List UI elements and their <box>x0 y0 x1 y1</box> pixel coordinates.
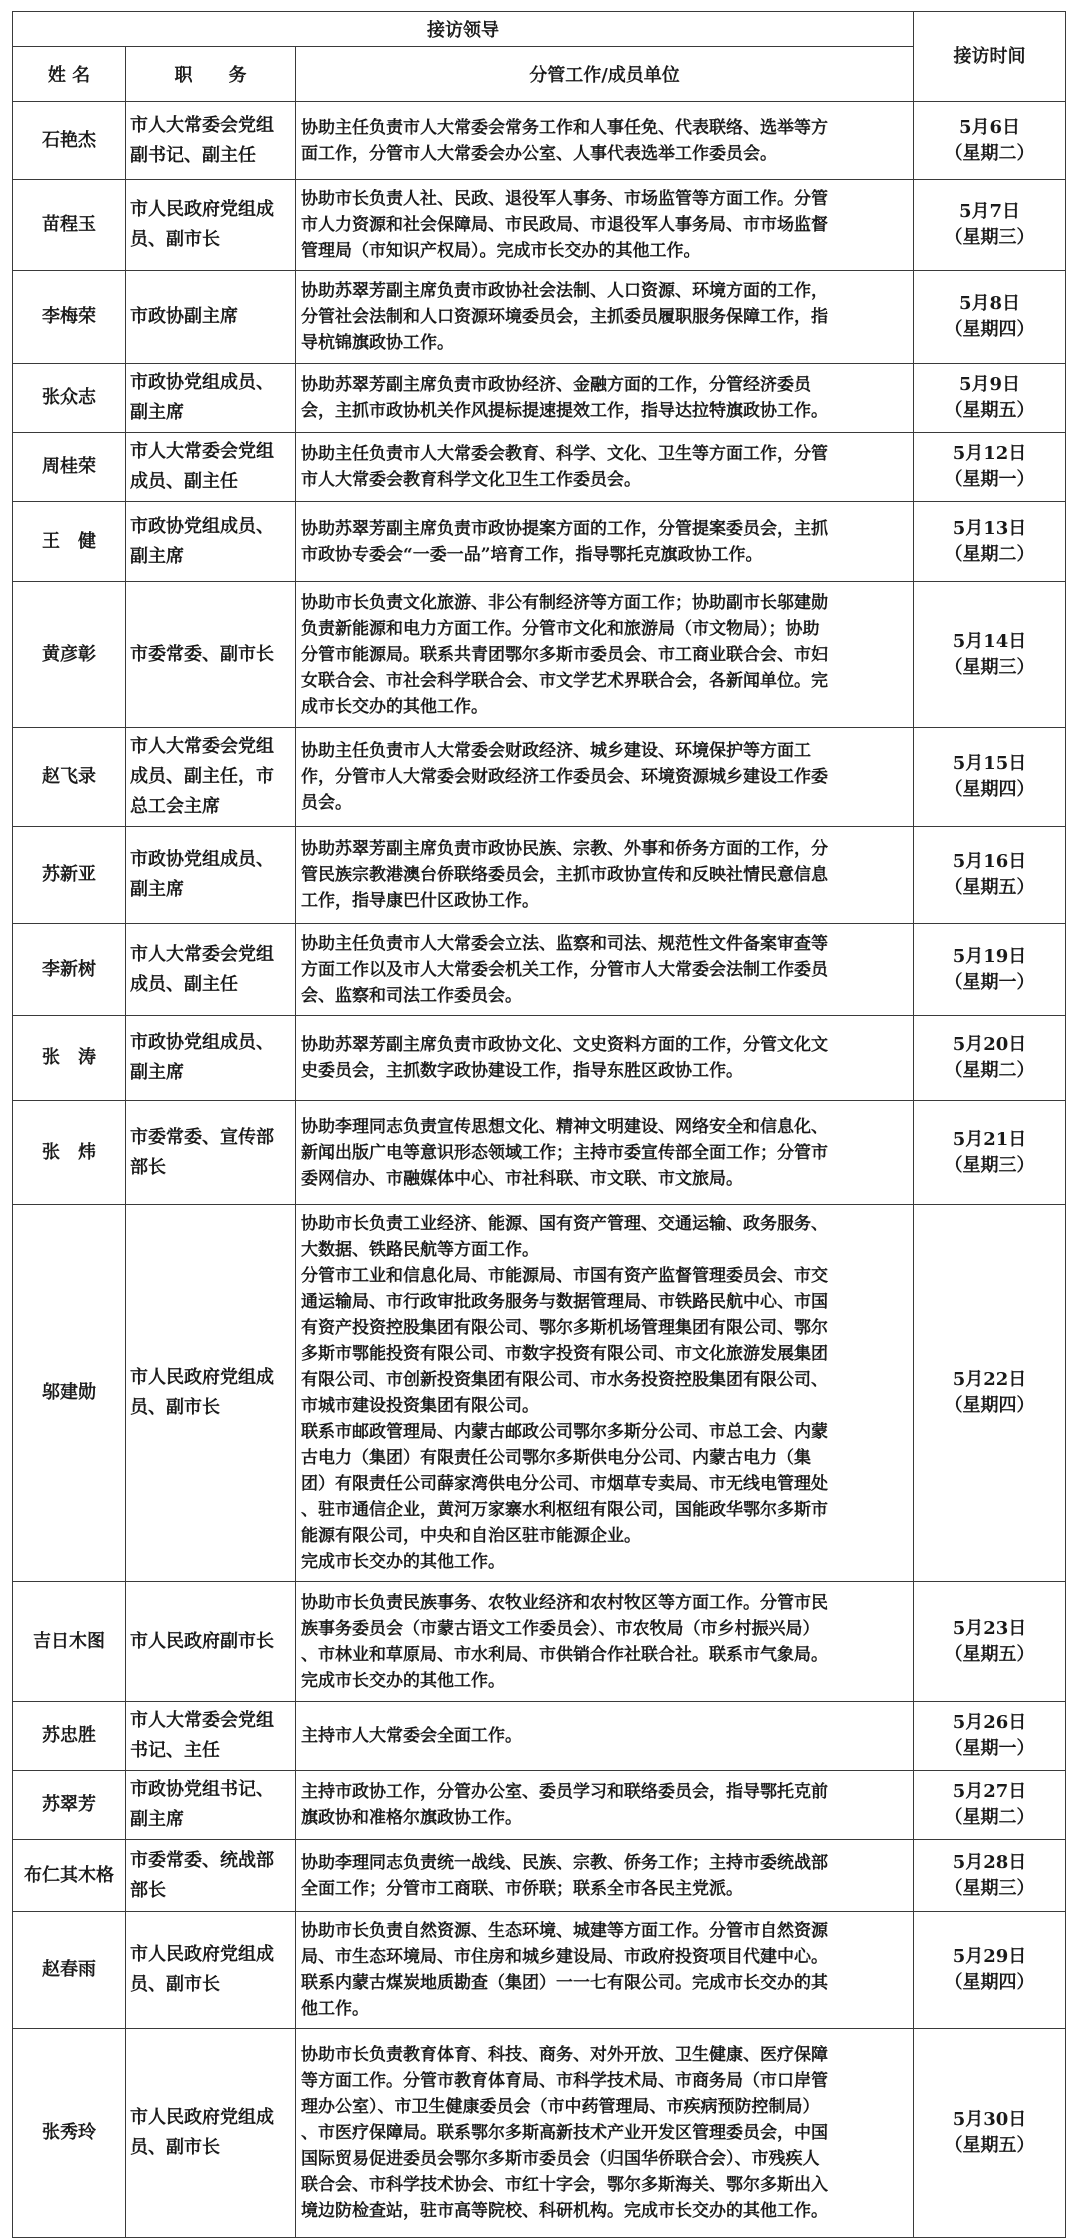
header-name <box>13 47 126 102</box>
responsibilities <box>296 364 914 433</box>
responsibility-line: 多斯市鄂能投资有限公司、市数字投资有限公司、市文化旅游发展集团 <box>301 1344 828 1364</box>
leader-name: 石艳杰 <box>13 102 126 180</box>
responsibility-line: 有资产投资控股集团有限公司、鄂尔多斯机场管理集团有限公司、鄂尔 <box>301 1318 828 1338</box>
responsibilities <box>296 728 914 827</box>
role-line: 市人大常委会党组 <box>130 114 274 136</box>
responsibility-line: 主持市人大常委会全面工作。 <box>301 1726 522 1746</box>
table-row <box>13 433 1066 502</box>
date-label: 5月19日 <box>952 945 1027 967</box>
role-line: 成员、副主任 <box>130 973 238 995</box>
responsibility-line: 工作，指导康巴什区政协工作。 <box>301 891 539 911</box>
date-label: 5月7日 <box>959 201 1021 222</box>
role-line: 员、副市长 <box>130 2137 220 2158</box>
reception-date <box>914 1205 1066 1582</box>
responsibility-line: 古电力（集团）有限责任公司鄂尔多斯供电分公司、内蒙古电力（集 <box>301 1448 811 1468</box>
responsibility-line: 会、监察和司法工作委员会。 <box>301 985 522 1006</box>
responsibility-line: 协助市长负责工业经济、能源、国有资产管理、交通运输、政务服务、 <box>301 1214 828 1234</box>
leader-name: 苏新亚 <box>13 827 126 924</box>
responsibility-line: 市人大常委会教育科学文化卫生工作委员会。 <box>301 470 641 490</box>
role-line: 副主席 <box>130 1809 184 1830</box>
weekday-label: （星期二） <box>944 543 1035 565</box>
reception-date <box>914 1840 1066 1912</box>
responsibilities <box>296 1912 914 2029</box>
date-label: 5月13日 <box>952 517 1027 539</box>
responsibilities <box>296 2029 914 2238</box>
responsibility-line: 完成市长交办的其他工作。 <box>301 1670 505 1691</box>
date-label: 5月21日 <box>952 1128 1027 1150</box>
role-line: 市人民政府党组成 <box>130 1944 274 1965</box>
role-line: 市委常委、副市长 <box>130 643 274 665</box>
reception-date <box>914 1912 1066 2029</box>
leader-role <box>126 728 296 827</box>
date-label: 5月26日 <box>952 1712 1027 1733</box>
role-line: 市人大常委会党组 <box>130 441 274 462</box>
responsibility-line: 会，主抓市政协机关作风提标提速提效工作，指导达拉特旗政协工作。 <box>301 401 828 421</box>
responsibility-line: 境边防检查站，驻市高等院校、科研机构。完成市长交办的其他工作。 <box>301 2201 828 2221</box>
date-label: 5月30日 <box>952 2109 1027 2130</box>
role-line: 市委常委、统战部 <box>130 1849 274 1871</box>
responsibilities <box>296 502 914 582</box>
responsibility-line: 大数据、铁路民航等方面工作。 <box>301 1240 539 1260</box>
weekday-label: （星期四） <box>944 1972 1035 1993</box>
leader-name: 王 健 <box>13 502 126 582</box>
leader-name: 李梅荣 <box>13 271 126 364</box>
responsibilities <box>296 1582 914 1702</box>
role-line: 市政协党组成员、 <box>130 515 274 537</box>
responsibility-line: 族事务委员会（市蒙古语文工作委员会）、市农牧局（市乡村振兴局） <box>301 1618 820 1639</box>
responsibility-line: 分管市工业和信息化局、市能源局、市国有资产监督管理委员会、市交 <box>301 1266 828 1286</box>
responsibility-line: 理办公室）、市卫生健康委员会（市中药管理局、市疾病预防控制局） <box>301 2097 820 2117</box>
role-line: 市人民政府副市长 <box>130 1630 274 1652</box>
leader-role <box>126 924 296 1016</box>
role-line: 副主席 <box>130 402 184 423</box>
date-label: 5月9日 <box>959 374 1021 395</box>
leader-role <box>126 180 296 271</box>
leader-role <box>126 364 296 433</box>
table-row <box>13 180 1066 271</box>
responsibility-line: 协助主任负责市人大常委会立法、监察和司法、规范性文件备案审查等 <box>301 933 828 954</box>
role-line: 成员、副主任 <box>130 471 238 492</box>
role-line: 市人大常委会党组 <box>130 736 274 757</box>
date-label: 5月8日 <box>959 293 1021 314</box>
date-label: 5月15日 <box>952 753 1027 774</box>
weekday-label: （星期二） <box>944 1060 1035 1081</box>
responsibility-line: 协助李理同志负责统一战线、民族、宗教、侨务工作；主持市委统战部 <box>301 1852 828 1873</box>
responsibilities <box>296 582 914 728</box>
responsibility-line: 协助市长负责人社、民政、退役军人事务、市场监管等方面工作。分管 <box>301 189 828 209</box>
date-label: 5月22日 <box>952 1369 1027 1390</box>
responsibility-line: 国际贸易促进委员会鄂尔多斯市委员会（归国华侨联合会）、市残疾人 <box>301 2149 820 2169</box>
date-label: 5月28日 <box>952 1851 1027 1873</box>
responsibilities <box>296 1702 914 1771</box>
responsibility-line: 协助苏翠芳副主席负责市政协经济、金融方面的工作，分管经济委员 <box>301 375 811 395</box>
responsibilities <box>296 1016 914 1101</box>
responsibility-line: 有限公司、市创新投资集团有限公司、市水务投资控股集团有限公司、 <box>301 1370 828 1390</box>
table-row <box>13 582 1066 728</box>
date-label: 5月16日 <box>952 851 1027 872</box>
responsibilities <box>296 924 914 1016</box>
leader-role <box>126 1840 296 1912</box>
weekday-label: （星期五） <box>944 400 1035 421</box>
leader-role <box>126 1205 296 1582</box>
responsibilities <box>296 1101 914 1205</box>
responsibility-line: 方面工作以及市人大常委会机关工作，分管市人大常委会法制工作委员 <box>301 959 828 980</box>
table-row <box>13 1912 1066 2029</box>
date-label: 5月27日 <box>952 1781 1027 1802</box>
table-row <box>13 1771 1066 1840</box>
role-line: 市人大常委会党组 <box>130 943 274 965</box>
responsibility-line: 联系市邮政管理局、内蒙古邮政公司鄂尔多斯分公司、市总工会、内蒙 <box>301 1422 828 1442</box>
responsibility-line: 新闻出版广电等意识形态领域工作；主持市委宣传部全面工作；分管市 <box>301 1142 828 1163</box>
weekday-label: （星期二） <box>944 142 1035 164</box>
table-row <box>13 102 1066 180</box>
responsibilities <box>296 271 914 364</box>
responsibility-line: 面工作，分管市人大常委会办公室、人事代表选举工作委员会。 <box>301 143 777 164</box>
reception-date <box>914 271 1066 364</box>
responsibilities <box>296 102 914 180</box>
table-row <box>13 271 1066 364</box>
responsibility-line: 完成市长交办的其他工作。 <box>301 1552 505 1572</box>
responsibility-line: 市人力资源和社会保障局、市民政局、市退役军人事务局、市市场监督 <box>301 215 828 235</box>
reception-date <box>914 1702 1066 1771</box>
responsibility-line: 联合会、市科学技术协会、市红十字会，鄂尔多斯海关、鄂尔多斯出入 <box>301 2175 828 2195</box>
role-line: 市政协党组书记、 <box>130 1779 274 1800</box>
weekday-label: （星期三） <box>944 1877 1035 1899</box>
table-row <box>13 1582 1066 1702</box>
header-responsibilities <box>296 47 914 102</box>
leader-role <box>126 827 296 924</box>
leader-name: 吉日木图 <box>13 1582 126 1702</box>
responsibility-line: 主持市政协工作，分管办公室、委员学习和联络委员会，指导鄂托克前 <box>301 1782 828 1802</box>
table-row <box>13 1840 1066 1912</box>
role-line: 市委常委、宣传部 <box>130 1126 274 1148</box>
header-reception-leaders: 接访领导 <box>13 12 914 47</box>
header-role <box>126 47 296 102</box>
responsibility-line: 能源有限公司，中央和自治区驻市能源企业。 <box>301 1526 641 1546</box>
weekday-label: （星期一） <box>944 971 1035 993</box>
responsibility-line: 协助苏翠芳副主席负责市政协提案方面的工作，分管提案委员会，主抓 <box>301 518 828 539</box>
header-reception-time: 接访时间 <box>914 12 1066 102</box>
reception-date <box>914 1101 1066 1205</box>
table-body <box>13 102 1066 2238</box>
responsibility-line: 分管社会法制和人口资源环境委员会，主抓委员履职服务保障工作，指 <box>301 307 828 327</box>
weekday-label: （星期四） <box>944 319 1035 340</box>
responsibility-line: 协助主任负责市人大常委会财政经济、城乡建设、环境保护等方面工 <box>301 741 811 761</box>
leader-name: 邬建勋 <box>13 1205 126 1582</box>
table-row <box>13 1702 1066 1771</box>
responsibility-line: 分管市能源局。联系共青团鄂尔多斯市委员会、市工商业联合会、市妇 <box>301 644 828 665</box>
weekday-label: （星期二） <box>944 1807 1035 1828</box>
responsibility-line: 作，分管市人大常委会财政经济工作委员会、环境资源城乡建设工作委 <box>301 767 828 787</box>
responsibility-line: 史委员会，主抓数字政协建设工作，指导东胜区政协工作。 <box>301 1061 743 1081</box>
weekday-label: （星期三） <box>944 656 1035 678</box>
table-row <box>13 827 1066 924</box>
leader-name: 苗程玉 <box>13 180 126 271</box>
table-row <box>13 364 1066 433</box>
role-line: 市政协党组成员、 <box>130 1032 274 1053</box>
reception-date <box>914 1771 1066 1840</box>
table-row <box>13 924 1066 1016</box>
weekday-label: （星期三） <box>944 1154 1035 1176</box>
responsibilities <box>296 433 914 502</box>
responsibility-line: 管民族宗教港澳台侨联络委员会，主抓市政协宣传和反映社情民意信息 <box>301 865 828 885</box>
leader-role <box>126 1771 296 1840</box>
responsibilities <box>296 1771 914 1840</box>
leader-role <box>126 1101 296 1205</box>
date-label: 5月12日 <box>952 443 1027 464</box>
responsibility-line: 团）有限责任公司薛家湾供电分公司、市烟草专卖局、市无线电管理处 <box>301 1474 828 1494</box>
header-row-group <box>13 12 1066 47</box>
responsibility-line: 协助市长负责文化旅游、非公有制经济等方面工作；协助副市长邬建勋 <box>301 592 828 613</box>
responsibilities <box>296 1205 914 1582</box>
leader-role <box>126 1702 296 1771</box>
responsibility-line: 管理局（市知识产权局）。完成市长交办的其他工作。 <box>301 241 701 261</box>
reception-schedule-table <box>12 11 1066 2238</box>
leader-role <box>126 271 296 364</box>
leader-name: 苏翠芳 <box>13 1771 126 1840</box>
role-line: 市人民政府党组成 <box>130 1367 274 1388</box>
responsibility-line: 协助主任负责市人大常委会常务工作和人事任免、代表联络、选举等方 <box>301 117 828 138</box>
weekday-label: （星期一） <box>944 1738 1035 1759</box>
role-line: 部长 <box>130 1156 166 1178</box>
role-line: 市人民政府党组成 <box>130 199 274 220</box>
date-label: 5月14日 <box>952 630 1027 652</box>
responsibility-line: 协助苏翠芳副主席负责市政协民族、宗教、外事和侨务方面的工作，分 <box>301 839 828 859</box>
responsibility-line: 成市长交办的其他工作。 <box>301 696 488 717</box>
reception-date <box>914 180 1066 271</box>
responsibility-line: 员会。 <box>301 793 352 813</box>
leader-name: 张 炜 <box>13 1101 126 1205</box>
role-line: 市人大常委会党组 <box>130 1710 274 1731</box>
leader-role <box>126 1912 296 2029</box>
role-line: 员、副市长 <box>130 1397 220 1418</box>
reception-date <box>914 827 1066 924</box>
date-label: 5月6日 <box>959 116 1021 138</box>
date-label: 5月23日 <box>952 1617 1027 1639</box>
leader-name: 苏忠胜 <box>13 1702 126 1771</box>
role-line: 员、副市长 <box>130 1974 220 1995</box>
reception-date <box>914 1582 1066 1702</box>
weekday-label: （星期三） <box>944 227 1035 248</box>
leader-role <box>126 502 296 582</box>
reception-date <box>914 2029 1066 2238</box>
reception-date <box>914 433 1066 502</box>
header-row-columns <box>13 47 1066 102</box>
table-row <box>13 502 1066 582</box>
role-line: 市政协党组成员、 <box>130 849 274 870</box>
responsibility-line: 委网信办、市融媒体中心、市社科联、市文联、市文旅局。 <box>301 1168 743 1189</box>
role-line: 总工会主席 <box>130 796 220 817</box>
responsibility-line: 等方面工作。分管市教育体育局、市科学技术局、市商务局（市口岸管 <box>301 2071 828 2091</box>
weekday-label: （星期四） <box>944 1395 1035 1416</box>
table-row <box>13 1101 1066 1205</box>
table-row <box>13 2029 1066 2238</box>
date-label: 5月20日 <box>952 1034 1027 1055</box>
leader-role <box>126 582 296 728</box>
responsibility-line: 负责新能源和电力方面工作。分管市文化和旅游局（市文物局）；协助 <box>301 618 820 639</box>
responsibility-line: 联系内蒙古煤炭地质勘查（集团）一一七有限公司。完成市长交办的其 <box>301 1973 828 1993</box>
weekday-label: （星期五） <box>944 877 1035 898</box>
leader-name: 黄彦彰 <box>13 582 126 728</box>
leader-name: 张众志 <box>13 364 126 433</box>
reception-date <box>914 1016 1066 1101</box>
role-line: 副主席 <box>130 879 184 900</box>
leader-name: 赵飞录 <box>13 728 126 827</box>
date-label: 5月29日 <box>952 1946 1027 1967</box>
role-line: 成员、副主任，市 <box>130 766 274 787</box>
responsibility-line: 协助苏翠芳副主席负责市政协文化、文史资料方面的工作，分管文化文 <box>301 1035 828 1055</box>
responsibility-line: 协助市长负责民族事务、农牧业经济和农村牧区等方面工作。分管市民 <box>301 1592 828 1613</box>
role-line: 书记、主任 <box>130 1740 220 1761</box>
leader-name: 周桂荣 <box>13 433 126 502</box>
responsibility-line: 协助李理同志负责宣传思想文化、精神文明建设、网络安全和信息化、 <box>301 1116 828 1137</box>
responsibility-line: 全面工作；分管市工商联、市侨联；联系全市各民主党派。 <box>301 1878 743 1899</box>
leader-role <box>126 433 296 502</box>
role-line: 市政协副主席 <box>130 306 238 327</box>
table-row <box>13 728 1066 827</box>
leader-role <box>126 2029 296 2238</box>
leader-name: 张秀玲 <box>13 2029 126 2238</box>
role-line: 员、副市长 <box>130 229 220 250</box>
reception-date <box>914 502 1066 582</box>
responsibility-line: 通运输局、市行政审批政务服务与数据管理局、市铁路民航中心、市国 <box>301 1292 828 1312</box>
role-line: 部长 <box>130 1879 166 1901</box>
role-line: 市人民政府党组成 <box>130 2107 274 2128</box>
leader-name: 张 涛 <box>13 1016 126 1101</box>
leader-role <box>126 1582 296 1702</box>
responsibility-line: 协助市长负责自然资源、生态环境、城建等方面工作。分管市自然资源 <box>301 1921 828 1941</box>
reception-date <box>914 364 1066 433</box>
table-row <box>13 1205 1066 1582</box>
responsibility-line: 局、市生态环境局、市住房和城乡建设局、市政府投资项目代建中心。 <box>301 1947 828 1967</box>
responsibility-line: 、驻市通信企业，黄河万家寨水利枢纽有限公司，国能政华鄂尔多斯市 <box>301 1500 828 1520</box>
responsibility-line: 女联合会、市社会科学联合会、市文学艺术界联合会，各新闻单位。完 <box>301 670 828 691</box>
responsibility-line: 协助主任负责市人大常委会教育、科学、文化、卫生等方面工作，分管 <box>301 444 828 464</box>
header-role-label: 职 务 <box>174 65 247 86</box>
responsibility-line: 旗政协和准格尔旗政协工作。 <box>301 1808 522 1828</box>
leader-role <box>126 102 296 180</box>
reception-date <box>914 102 1066 180</box>
responsibility-line: 导杭锦旗政协工作。 <box>301 333 454 353</box>
weekday-label: （星期五） <box>944 1643 1035 1665</box>
responsibilities <box>296 827 914 924</box>
weekday-label: （星期四） <box>944 779 1035 800</box>
weekday-label: （星期一） <box>944 469 1035 490</box>
responsibility-line: 他工作。 <box>301 1999 369 2019</box>
header-name-label: 姓 名 <box>47 65 91 86</box>
table-row <box>13 1016 1066 1101</box>
reception-date <box>914 924 1066 1016</box>
header-responsibilities-label: 分管工作/成员单位 <box>529 65 680 86</box>
leader-name: 李新树 <box>13 924 126 1016</box>
reception-date <box>914 728 1066 827</box>
role-line: 副主席 <box>130 1062 184 1083</box>
reception-date <box>914 582 1066 728</box>
leader-name: 布仁其木格 <box>13 1840 126 1912</box>
responsibility-line: 、市医疗保障局。联系鄂尔多斯高新技术产业开发区管理委员会，中国 <box>301 2123 828 2143</box>
role-line: 副主席 <box>130 545 184 567</box>
role-line: 市政协党组成员、 <box>130 372 274 393</box>
responsibilities <box>296 180 914 271</box>
responsibility-line: 市政协专委会“一委一品”培育工作，指导鄂托克旗政协工作。 <box>301 544 763 565</box>
responsibility-line: 市城市建设投资集团有限公司。 <box>301 1396 539 1416</box>
role-line: 副书记、副主任 <box>130 144 256 166</box>
responsibility-line: 协助苏翠芳副主席负责市政协社会法制、人口资源、环境方面的工作， <box>301 281 828 301</box>
responsibility-line: 、市林业和草原局、市水利局、市供销合作社联合社。联系市气象局。 <box>301 1644 828 1665</box>
leader-name: 赵春雨 <box>13 1912 126 2029</box>
leader-role <box>126 1016 296 1101</box>
responsibilities <box>296 1840 914 1912</box>
weekday-label: （星期五） <box>944 2135 1035 2156</box>
responsibility-line: 协助市长负责教育体育、科技、商务、对外开放、卫生健康、医疗保障 <box>301 2045 828 2065</box>
